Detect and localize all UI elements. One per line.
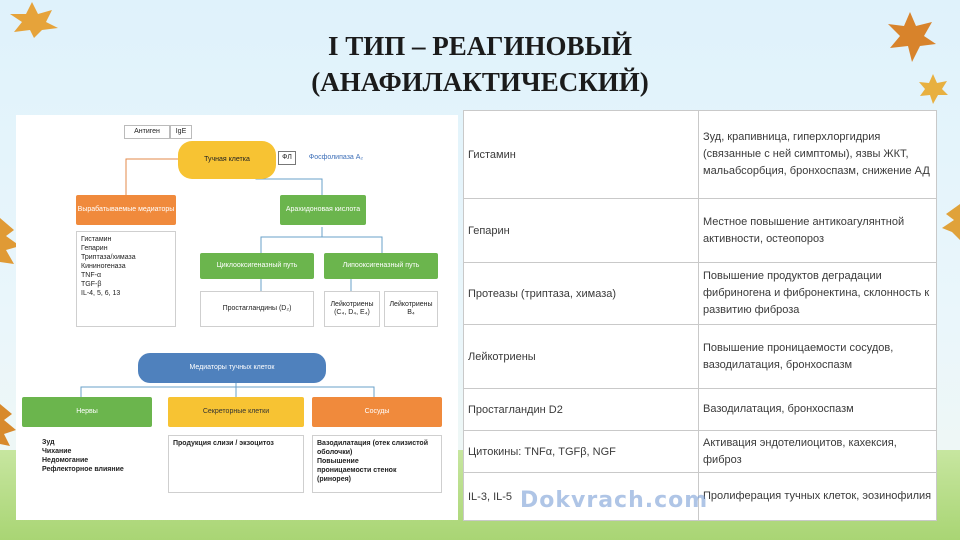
list-item: Гистамин [81,236,112,243]
maple-leaf-icon [2,0,62,40]
mediator-cell: IL-3, IL-5 [464,473,699,521]
mediator-effects-table [463,110,937,520]
mediator-cell: Цитокины: TNFα, TGFβ, NGF [464,431,699,473]
mediator-cell: Гистамин [464,111,699,199]
table-row [464,431,937,473]
table-row [464,325,937,389]
mast-cell-node: Тучная клетка [178,141,276,179]
lipoxygenase-node: Липооксигеназный путь [324,253,438,279]
list-item: IL-4, 5, 6, 13 [81,290,121,297]
effect-cell: Зуд, крапивница, гиперхлоргидрия (связанные с ней симптомы), язвы ЖКТ, мальабсорбция, бронхоспазм, снижение АД [699,111,937,199]
effect-cell: Пролиферация тучных клеток, эозинофилия [699,473,937,521]
effect-cell: Повышение продуктов деградации фибриногена и фибронектина, склонность к развитию фиброза [699,263,937,325]
list-item: TGF-β [81,281,102,288]
leukotrienes-cde-box: Лейкотриены (C₄, D₄, E₄) [324,291,380,327]
list-item: TNF-α [81,272,101,279]
list-item: Повышение [317,458,359,465]
antigen-label: Антиген [124,125,170,139]
leukotrienes-b4-box: Лейкотриены B₄ [384,291,438,327]
mediator-cell: Гепарин [464,199,699,263]
table-row [464,199,937,263]
fl-label: ФЛ [278,151,296,165]
list-item: Зуд [42,439,55,446]
list-item: Триптаза/химаза [81,254,136,261]
maple-leaf-icon [936,200,960,240]
arachidonic-acid-node: Арахидоновая кислота [280,195,366,225]
mast-cell-mediators-node: Медиаторы тучных клеток [138,353,326,383]
vessels-node: Сосуды [312,397,442,427]
preformed-mediators-list [76,231,176,327]
list-item: Вазодилатация (отек слизистой оболочки) [317,440,429,456]
list-item: Кининогеназа [81,263,126,270]
table-row [464,389,937,431]
list-item: Чихание [42,448,72,455]
nerves-effects-list [38,435,154,493]
table-row [464,263,937,325]
list-item: Гепарин [81,245,108,252]
secretory-cells-node: Секреторные клетки [168,397,304,427]
effect-cell: Активация эндотелиоцитов, кахексия, фиброз [699,431,937,473]
mediator-cell: Лейкотриены [464,325,699,389]
vessels-effects-list [312,435,442,493]
effect-cell: Вазодилатация, бронхоспазм [699,389,937,431]
effect-cell: Повышение проницаемости сосудов, вазодилатация, бронхоспазм [699,325,937,389]
list-item: Продукция слизи / экзоцитоз [173,440,274,447]
ige-label: IgE [170,125,192,139]
title-line-1: I ТИП – РЕАГИНОВЫЙ [328,31,632,61]
slide-title [240,28,720,100]
phospholipase-label: Фосфолипаза A₂ [308,154,364,161]
mediator-cell: Простагландин D2 [464,389,699,431]
mediator-cell: Протеазы (триптаза, химаза) [464,263,699,325]
cyclooxygenase-node: Циклооксигеназный путь [200,253,314,279]
title-line-2: (АНАФИЛАКТИЧЕСКИЙ) [311,67,649,97]
maple-leaf-icon [916,72,950,106]
table-row [464,111,937,199]
list-item: Недомогание [42,457,89,464]
list-item: (ринорея) [317,476,351,483]
preformed-mediators-node: Вырабатываемые медиаторы [76,195,176,225]
watermark: Dokvrach.com [520,488,709,513]
maple-leaf-icon [880,8,940,68]
list-item: проницаемости стенок [317,467,397,474]
mast-cell-diagram [16,115,458,520]
prostaglandins-box: Простагландины (D₂) [200,291,314,327]
secretory-effects-list [168,435,304,493]
list-item: Рефлекторное влияние [42,466,124,473]
nerves-node: Нервы [22,397,152,427]
effect-cell: Местное повышение антикоагулянтной активности, остеопороз [699,199,937,263]
